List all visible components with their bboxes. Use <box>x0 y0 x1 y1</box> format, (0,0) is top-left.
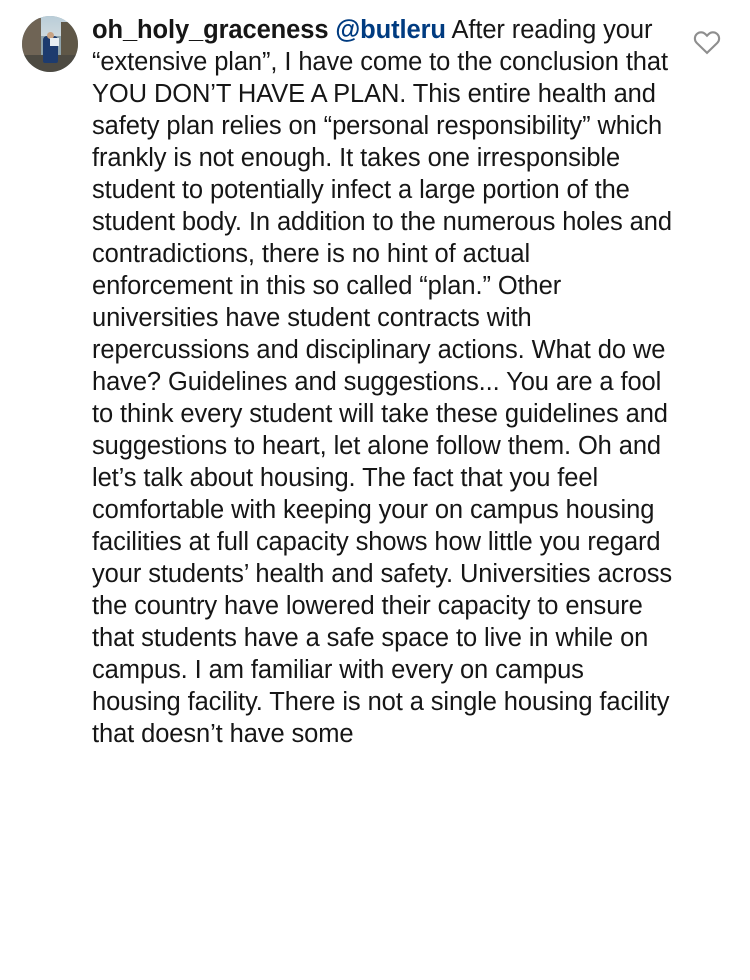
avatar-flag <box>50 38 59 46</box>
heart-icon[interactable] <box>692 28 722 55</box>
comment-text-content: After reading your “extensive plan”, I have come to the conclusion that YOU DON’T HAVE A PLAN. This entire health and safety plan relies on “personal responsibility” which frankly is not enough. It takes one irresponsible student to potentially infect a large portion of the student body. In addition to the numerous holes and contradictions, there is no hint of actual enforcement in this so called “plan.” Other universities have student contracts with repercussions and disciplinary actions. What do we have? Guidelines and suggestions... You are a fool to think every student will take these guidelines and suggestions to heart, let alone follow them. Oh and let’s talk about housing. The fact that you feel comfortable with keeping your on campus housing facilities at full capacity shows how little you regard your students’ health and safety. Universities across the country have lowered their capacity to ensure that students have a safe space to live in while on campus. I am familiar with every on campus housing facility. There is not a single housing facility that doesn’t have some <box>92 16 673 748</box>
comment-username[interactable]: oh_holy_graceness <box>92 16 329 44</box>
like-column <box>680 14 734 55</box>
comment-body <box>92 14 680 750</box>
avatar-building-left <box>22 18 41 57</box>
avatar[interactable] <box>22 16 78 72</box>
avatar-building-right <box>61 22 78 58</box>
comment-mention[interactable]: @butleru <box>335 16 446 44</box>
comment-text <box>92 14 674 750</box>
